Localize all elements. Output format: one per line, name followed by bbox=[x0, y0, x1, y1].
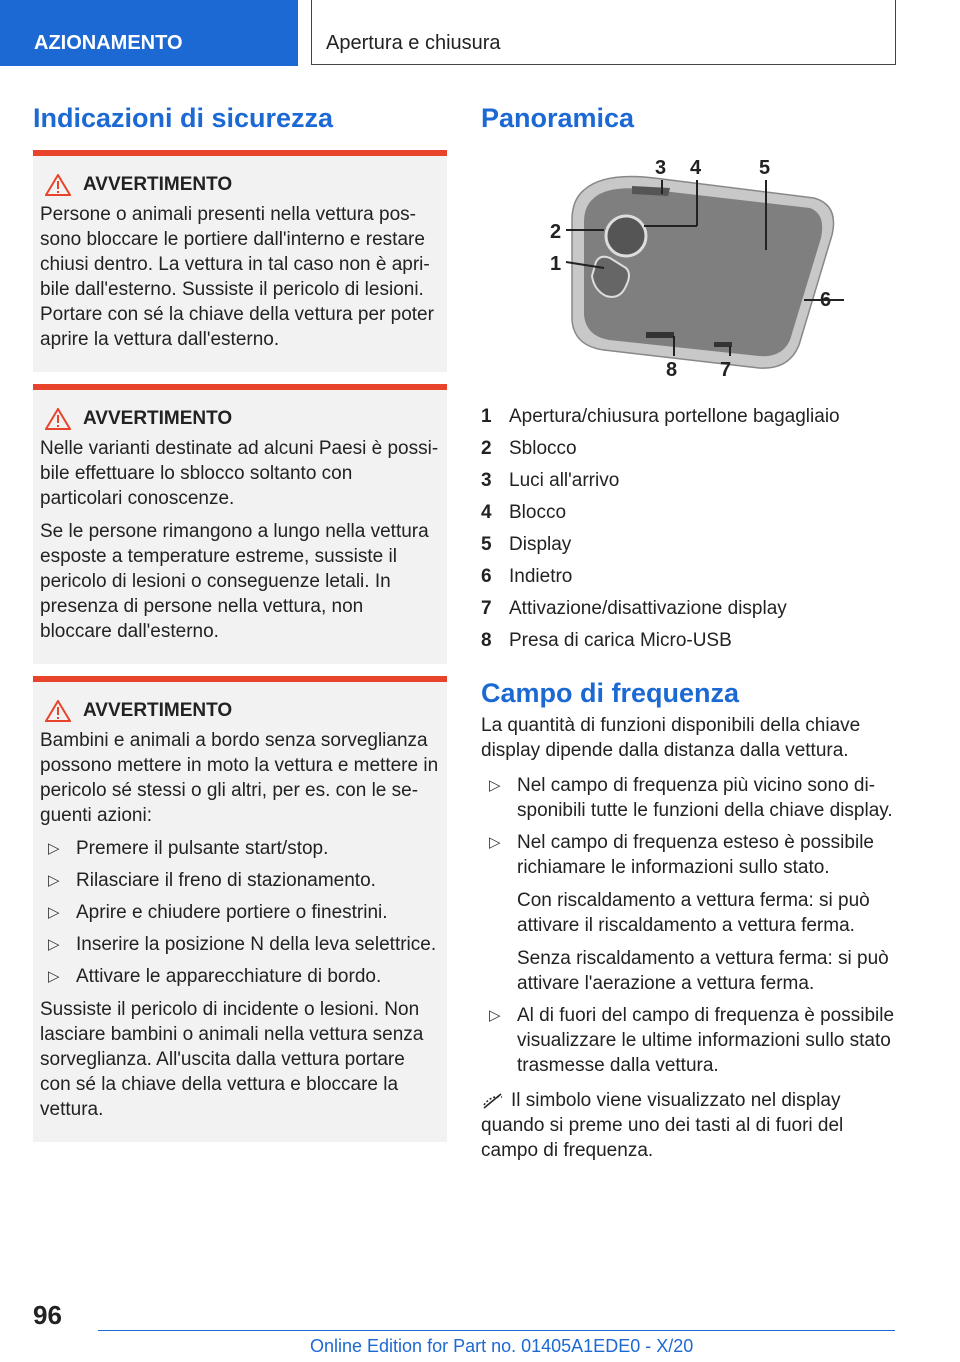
triangle-bullet-icon: ▷ bbox=[48, 904, 60, 921]
chapter-title: Apertura e chiusura bbox=[311, 0, 896, 65]
warning-icon bbox=[45, 408, 71, 430]
section-tab: AZIONAMENTO bbox=[0, 0, 298, 66]
figure-label-5: 5 bbox=[759, 157, 771, 179]
list-item: ▷ Aprire e chiudere portiere o finestrini. bbox=[48, 902, 388, 923]
warning-label: AVVERTIMENTO bbox=[83, 408, 233, 429]
figure-label-4: 4 bbox=[690, 157, 702, 179]
legend-item: 5 Display bbox=[481, 534, 572, 555]
warning-text: Se le persone rimangono a lungo nella vettura esposte a temperature estreme, sussiste il pericolo di lesioni o conseguenze letali. In presenza di persone nella vettura, non bloccare dall'esterno. bbox=[40, 521, 429, 642]
warning-box-1 bbox=[33, 150, 447, 372]
warning-header bbox=[40, 174, 439, 196]
left-column bbox=[33, 98, 447, 1142]
warning-label: AVVERTIMENTO bbox=[83, 174, 233, 195]
figure-label-8: 8 bbox=[666, 359, 678, 381]
frequency-heading: Campo di frequenza bbox=[481, 678, 740, 708]
page-header bbox=[0, 0, 960, 66]
legend-item: 8 Presa di carica Micro-USB bbox=[481, 630, 732, 651]
overview-heading: Panoramica bbox=[481, 103, 635, 133]
warning-label: AVVERTIMENTO bbox=[83, 700, 233, 721]
list-item: ▷ Attivare le apparecchiature di bordo. bbox=[48, 966, 382, 987]
warning-header bbox=[40, 700, 439, 722]
warning-text: Nelle varianti destinate ad alcuni Paesi è possibile effettuare lo sblocco soltanto con particolari conoscenze. bbox=[40, 438, 439, 509]
figure-label-3: 3 bbox=[655, 157, 667, 179]
triangle-bullet-icon: ▷ bbox=[489, 777, 501, 794]
triangle-bullet-icon: ▷ bbox=[489, 1007, 501, 1024]
triangle-bullet-icon: ▷ bbox=[48, 872, 60, 889]
no-signal-icon bbox=[481, 1093, 505, 1109]
warning-icon bbox=[45, 700, 71, 722]
legend-item: 1 Apertura/chiusura portellone bagagliaio bbox=[481, 406, 840, 427]
list-item: ▷ Al di fuori del campo di frequenza è possibile visualizzare le ultime informazioni sullo stato trasmesse dalla vettura. bbox=[489, 1005, 895, 1076]
edition-note: Online Edition for Part no. 01405A1EDE0 - X/20 bbox=[310, 1336, 694, 1356]
warning-text: Persone o animali presenti nella vettura possono bloccare le portiere dall'interno e restare chiusi dentro. La vettura in tal caso non è apribile dall'esterno. Sussiste il pericolo di lesioni. Portare con sé la chiave della vettura per poter aprire la vettura dall'esterno. bbox=[40, 204, 434, 350]
page-number: 96 bbox=[33, 1300, 62, 1330]
frequency-intro: La quantità di funzioni disponibili della chiave display dipende dalla distanza dalla vettura. bbox=[481, 715, 861, 761]
list-item: ▷ Rilasciare il freno di stazionamento. bbox=[48, 870, 376, 891]
triangle-bullet-icon: ▷ bbox=[48, 840, 60, 857]
warning-bullet-list bbox=[40, 836, 439, 989]
figure-legend bbox=[481, 401, 895, 657]
warning-text: Bambini e animali a bordo senza sorveglianza possono mettere in moto la vettura e mettere in pericolo sé stessi o gli altri, per es. con le seguenti azioni: bbox=[40, 730, 439, 826]
triangle-bullet-icon: ▷ bbox=[48, 968, 60, 985]
triangle-bullet-icon: ▷ bbox=[48, 936, 60, 953]
legend-item: 2 Sblocco bbox=[481, 438, 577, 459]
list-item: ▷ Nel campo di frequenza più vicino sono disponibili tutte le funzioni della chiave display. bbox=[489, 775, 893, 821]
legend-item: 4 Blocco bbox=[481, 502, 567, 523]
legend-item: 3 Luci all'arrivo bbox=[481, 470, 620, 491]
legend-item: 7 Attivazione/disattivazione display bbox=[481, 598, 787, 619]
sub-paragraph: Senza riscaldamento a vettura ferma: si può attivare l'aerazione a vettura ferma. bbox=[517, 948, 889, 994]
list-item: ▷ Inserire la posizione N della leva selettrice. bbox=[48, 934, 437, 955]
legend-item: 6 Indietro bbox=[481, 566, 573, 587]
warning-box-2 bbox=[33, 384, 447, 664]
triangle-bullet-icon: ▷ bbox=[489, 834, 501, 851]
sub-paragraph: Con riscaldamento a vettura ferma: si può attivare il riscaldamento a vettura ferma. bbox=[517, 890, 870, 936]
warning-header bbox=[40, 408, 439, 430]
figure-label-6: 6 bbox=[820, 289, 832, 311]
warning-box-3 bbox=[33, 676, 447, 1142]
display-key-figure bbox=[514, 150, 844, 382]
figure-label-1: 1 bbox=[550, 253, 562, 275]
figure-label-7: 7 bbox=[720, 359, 732, 381]
figure-label-2: 2 bbox=[550, 221, 562, 243]
frequency-bullet-list bbox=[481, 773, 895, 1078]
warning-text: Sussiste il pericolo di incidente o lesioni. Non lasciare bambini o animali nella vettura senza sorveglianza. All'uscita dalla vettura portare con sé la chiave della vettura e bloccare la vettura. bbox=[40, 999, 424, 1120]
warning-icon bbox=[45, 174, 71, 196]
safety-heading: Indicazioni di sicurezza bbox=[33, 103, 334, 133]
symbol-note: Il simbolo viene visualizzato nel display quando si preme uno dei tasti al di fuori del campo di frequenza. bbox=[481, 1090, 844, 1161]
footer-divider bbox=[98, 1330, 895, 1331]
right-column bbox=[481, 98, 895, 1163]
list-item: ▷ Premere il pulsante start/stop. bbox=[48, 838, 329, 859]
list-item: ▷ Nel campo di frequenza esteso è possibile richiamare le informazioni sullo stato. Con riscaldamento a vettura ferma: si può attivare il riscaldamento a vettura ferma. Senza riscaldamento a vettura ferma: si può attivare l'aerazione a vettura ferma. bbox=[481, 830, 895, 996]
